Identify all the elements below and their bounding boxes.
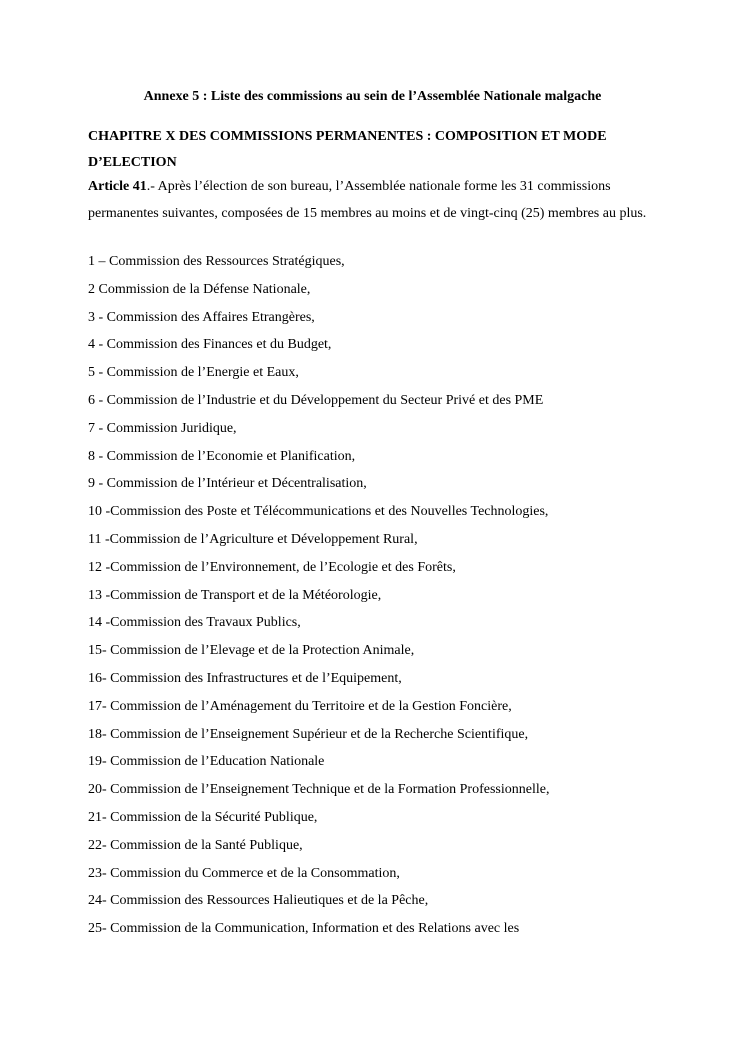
list-item: 17- Commission de l’Aménagement du Territoire et de la Gestion Foncière, <box>88 698 512 714</box>
list-item: 23- Commission du Commerce et de la Consommation, <box>88 865 400 881</box>
list-item: 7 - Commission Juridique, <box>88 420 237 436</box>
list-item: 18- Commission de l’Enseignement Supérieur et de la Recherche Scientifique, <box>88 726 529 742</box>
list-item: 13 -Commission de Transport et de la Météorologie, <box>88 587 382 603</box>
list-item: 6 - Commission de l’Industrie et du Développement du Secteur Privé et des PME <box>88 392 544 408</box>
list-item: 20- Commission de l’Enseignement Technique et de la Formation Professionnelle, <box>88 782 550 798</box>
article-text: .- Après l’élection de son bureau, l’Assemblée nationale forme les 31 commissions permanentes suivantes, composées de 15 membres au moins et de vingt-cinq (25) membres au plus. <box>88 179 647 221</box>
list-item: 15- Commission de l’Elevage et de la Protection Animale, <box>88 643 415 659</box>
annex-title: Annexe 5 : Liste des commissions au sein de l’Assemblée Nationale malgache <box>143 89 602 104</box>
list-item: 2 Commission de la Défense Nationale, <box>88 281 311 297</box>
list-item: 1 – Commission des Ressources Stratégiques, <box>88 254 345 269</box>
list-item: 25- Commission de la Communication, Information et des Relations avec les <box>88 921 520 937</box>
list-item: 9 - Commission de l’Intérieur et Décentralisation, <box>88 476 367 492</box>
list-item: 16- Commission des Infrastructures et de l’Equipement, <box>88 670 402 686</box>
list-item: 22- Commission de la Santé Publique, <box>88 837 303 853</box>
list-item: 12 -Commission de l’Environnement, de l’Ecologie et des Forêts, <box>88 559 456 575</box>
list-item: 14 -Commission des Travaux Publics, <box>88 615 301 631</box>
list-item: 3 - Commission des Affaires Etrangères, <box>88 309 315 325</box>
list-item: 5 - Commission de l’Energie et Eaux, <box>88 365 299 381</box>
list-item: 11 -Commission de l’Agriculture et Développement Rural, <box>88 531 418 547</box>
list-item: 24- Commission des Ressources Halieutiques et de la Pêche, <box>88 893 429 909</box>
list-item: 19- Commission de l’Education Nationale <box>88 754 325 770</box>
list-item: 10 -Commission des Poste et Télécommunications et des Nouvelles Technologies, <box>88 504 549 520</box>
article-label: Article 41 <box>88 179 147 194</box>
list-item: 4 - Commission des Finances et du Budget, <box>88 337 332 353</box>
list-item: 21- Commission de la Sécurité Publique, <box>88 809 318 825</box>
list-item: 8 - Commission de l’Economie et Planification, <box>88 448 356 464</box>
article-41 <box>88 174 668 227</box>
commission-list <box>88 253 688 948</box>
chapter-heading: CHAPITRE X DES COMMISSIONS PERMANENTES : COMPOSITION ET MODE D’ELECTION <box>88 129 607 170</box>
